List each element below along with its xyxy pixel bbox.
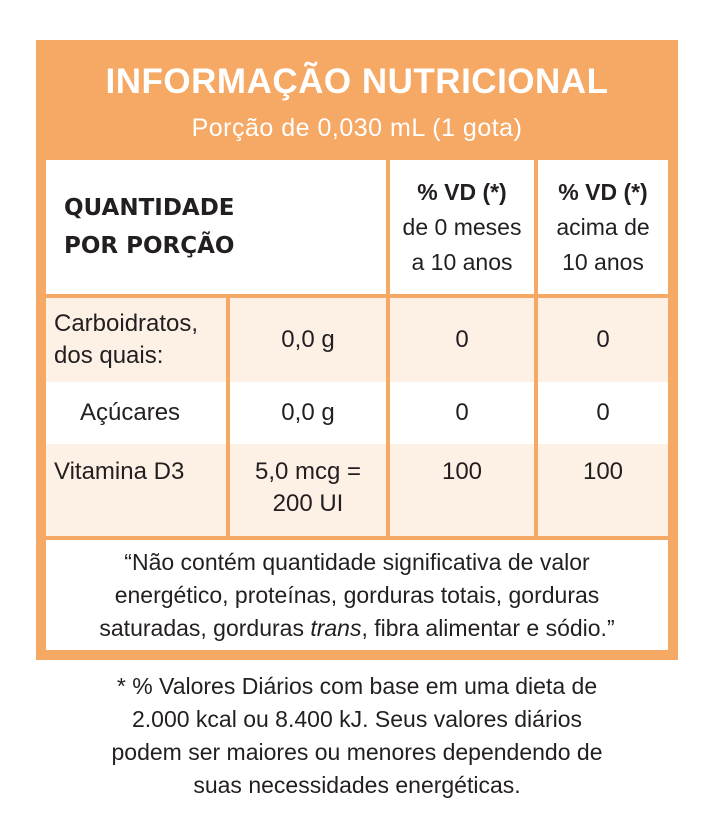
row-vitd3-vd1: 100 <box>390 444 534 536</box>
row-sugars-vd1: 0 <box>390 382 534 444</box>
vd-child-line3: 10 anos <box>562 248 644 275</box>
row-carbs-name-line2: dos quais: <box>54 342 164 369</box>
disclaimer-line1: “Não contém quantidade significativa de valor <box>124 548 590 575</box>
row-vitd3-name: Vitamina D3 <box>46 444 226 536</box>
disclaimer-line2: energético, proteínas, gorduras totais, gorduras <box>114 581 600 608</box>
vd-child-title: % VD (*) <box>558 178 648 205</box>
table-row-name <box>46 298 226 382</box>
row-sugars-name: Açúcares <box>46 382 226 444</box>
daily-values-footnote <box>40 670 674 802</box>
footnote-line4: suas necessidades energéticas. <box>193 772 521 798</box>
vd-infant-header <box>390 160 534 294</box>
row-carbs-vd2: 0 <box>538 298 668 382</box>
row-carbs-amount: 0,0 g <box>230 298 386 382</box>
quantity-header-line1: QUANTIDADE <box>64 195 235 221</box>
footnote-line1: * % Valores Diários com base em uma dieta de <box>116 673 598 699</box>
disclaimer-line3a: saturadas, gorduras <box>99 614 311 641</box>
quantity-header-line2: POR PORÇÃO <box>64 233 235 259</box>
vd-infant-title: % VD (*) <box>417 178 507 205</box>
row-carbs-name-line1: Carboidratos, <box>54 310 199 337</box>
row-vitd3-amount <box>230 444 386 536</box>
row-sugars-amount: 0,0 g <box>230 382 386 444</box>
panel-title: INFORMAÇÃO NUTRICIONAL <box>105 62 609 101</box>
vd-child-line2: acima de <box>556 213 650 240</box>
quantity-header <box>46 160 386 294</box>
row-vitd3-amount-line1: 5,0 mcg = <box>254 458 362 485</box>
serving-size: Porção de 0,030 mL (1 gota) <box>191 114 523 142</box>
vd-infant-line2: de 0 meses <box>402 213 522 240</box>
nutrition-facts-panel <box>36 40 678 660</box>
nutrient-disclaimer <box>46 540 668 650</box>
row-vitd3-vd2: 100 <box>538 444 668 536</box>
vd-infant-line3: a 10 anos <box>411 248 513 275</box>
row-vitd3-amount-line2: 200 UI <box>272 490 344 517</box>
row-sugars-vd2: 0 <box>538 382 668 444</box>
footnote-line2: 2.000 kcal ou 8.400 kJ. Seus valores diários <box>131 706 583 732</box>
vd-child-header <box>538 160 668 294</box>
footnote-line3: podem ser maiores ou menores dependendo de <box>111 739 603 765</box>
disclaimer-italic-trans: trans <box>310 614 362 641</box>
row-carbs-vd1: 0 <box>390 298 534 382</box>
disclaimer-line3b: , fibra alimentar e sódio.” <box>361 614 615 641</box>
